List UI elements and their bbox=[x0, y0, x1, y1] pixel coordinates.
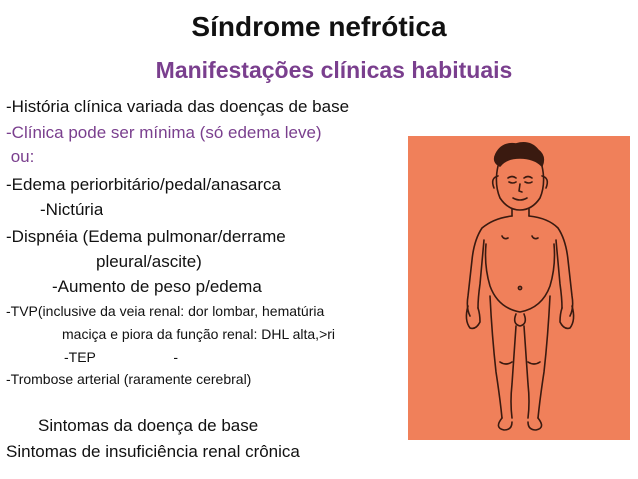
slide-title: Síndrome nefrótica bbox=[191, 11, 447, 42]
bullet-clinica-minima: -Clínica pode ser mínima (só edema leve) bbox=[6, 123, 322, 142]
bullet-aumento-peso: -Aumento de peso p/edema bbox=[52, 277, 262, 296]
bullet-dispneia-continued: pleural/ascite) bbox=[96, 252, 202, 271]
sintomas-insuficiencia-renal: Sintomas de insuficiência renal crônica bbox=[6, 442, 300, 461]
edematous-child-illustration-icon bbox=[408, 136, 630, 440]
sintomas-doenca-base: Sintomas da doença de base bbox=[38, 416, 259, 435]
bullet-nicturia: -Nictúria bbox=[40, 200, 104, 219]
bullet-ou: ou: bbox=[6, 147, 35, 166]
bullet-edema: -Edema periorbitário/pedal/anasarca bbox=[6, 175, 281, 194]
slide-subtitle: Manifestações clínicas habituais bbox=[155, 57, 513, 83]
bullet-trombose-arterial: -Trombose arterial (raramente cerebral) bbox=[6, 371, 252, 387]
bullet-tvp-continued: maciça e piora da função renal: DHL alta,>ri bbox=[62, 326, 336, 342]
bullet-tep: -TEP - bbox=[64, 349, 179, 365]
bullet-dispneia: -Dispnéia (Edema pulmonar/derrame bbox=[6, 227, 286, 246]
bullet-tvp: -TVP(inclusive da veia renal: dor lombar, hematúria bbox=[6, 303, 325, 319]
bullet-historia-clinica: -História clínica variada das doenças de base bbox=[6, 97, 350, 116]
